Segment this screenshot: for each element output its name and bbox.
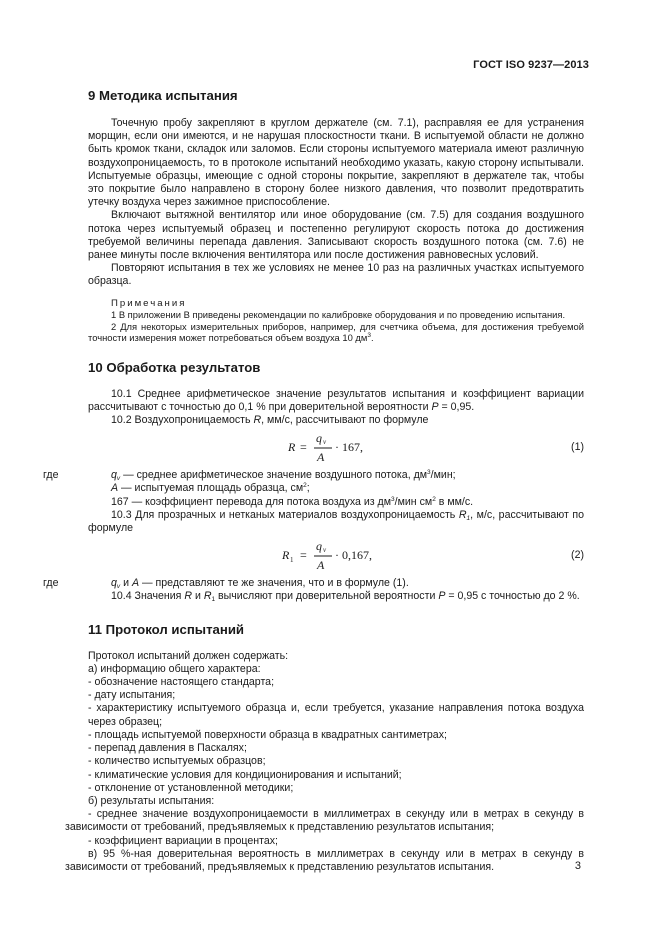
section-10-title: 10 Обработка результатов <box>88 359 261 375</box>
protocol-item: - коэффициент вариации в процентах; <box>88 834 278 847</box>
protocol-item: - обозначение настоящего стандарта; <box>88 676 275 689</box>
protocol-item: - перепад давления в Паскалях; <box>88 742 247 755</box>
protocol-item: - количество испытуемых образцов; <box>88 755 266 768</box>
where-label: где <box>43 469 59 482</box>
formula-2-lhs-sub: 1 <box>290 556 294 565</box>
protocol-item: - дату испытания; <box>88 689 176 702</box>
document-header: ГОСТ ISO 9237—2013 <box>473 59 589 71</box>
s9-paragraph-1: Точечную пробу закрепляют в круглом держателе (см. 7.1), расправляя ее для устранения морщин, если они имеются, и не нарушая плоскостности ткани. В испытуемой области не должно быть кромок ткани, складок или заломов. Если стороны испытуемого материала имеют различную воздухопроницаемость, то в протоколе испытаний необходимо указать, какую сторону испытывали. Испытуемые образцы, имеющие с одной стороны покрытие, закрепляют в держателе так, чтобы это покрытие было направлено в сторону более низкого давления, что позволит предотвратить утечку воздуха через зажимное приспособление. <box>88 117 584 209</box>
formula-2-lhs: R <box>282 548 290 563</box>
protocol-item: - отклонение от установленной методики; <box>88 781 294 794</box>
protocol-item: - площадь испытуемой поверхности образца в квадратных сантиметрах; <box>88 728 447 741</box>
s9-paragraph-3: Повторяют испытания в тех же условиях не менее 10 раз на различных участках испытуемого образца. <box>88 262 584 288</box>
protocol-item: - среднее значение воздухопроницаемости в миллиметрах в секунду или в метрах в секунду в зависимости от требований, предъявляемых к представлению результатов испытания; <box>65 808 584 834</box>
note-1: 1 В приложении В приведены рекомендации по калибровке оборудования и по проведению испытания. <box>111 309 566 321</box>
where-label-2: где <box>43 577 59 590</box>
protocol-item: Протокол испытаний должен содержать: <box>88 649 289 662</box>
formula-1 <box>65 427 584 469</box>
protocol-item: в) 95 %-ная доверительная вероятность в миллиметрах в секунду или в метрах в секунду в зависимости от требований, предъявляемых к представлению результатов испытания. <box>65 847 584 873</box>
s10-paragraph-1: 10.1 Среднее арифметическое значение результатов испытания и коэффициент вариации рассчитывают с точностью до 0,1 % при доверительной вероятности P = 0,95. <box>88 387 584 413</box>
formula-1-numerator-sub: v <box>323 438 327 447</box>
section-9-title: 9 Методика испытания <box>88 88 238 103</box>
where-qv-a: $q_v$ и A — представляют те же значения, что и в формуле (1). <box>111 577 409 591</box>
formula-2-denominator: A <box>317 558 325 573</box>
s9-paragraph-2: Включают вытяжной вентилятор или иное оборудование (см. 7.5) для создания воздушного потока через испытуемый образец и постепенно регулируют скорость потока до достижения требуемой величины перепада давления. Записывают скорость воздушного потока (см. 7.6) не ранее минуты после включения вентилятора или после достижения равновесных условий. <box>88 209 584 262</box>
formula-1-denominator: A <box>317 450 325 465</box>
note-2: 2 Для некоторых измерительных приборов, например, для счетчика объема, для достижения требуемой точности измерения может потребоваться объем воздуха 10 $дм^3$. <box>88 320 584 344</box>
formula-1-lhs: R <box>288 440 296 455</box>
where-block-2 <box>43 577 584 590</box>
formula-2-equals: = <box>300 548 307 563</box>
formula-2 <box>65 535 584 577</box>
notes-title: Примечания <box>111 297 187 309</box>
where-qv: $q_v$ — среднее арифметическое значение воздушного потока, $дм^3$/мин; <box>111 469 456 483</box>
where-block-1 <box>43 469 584 509</box>
s10-paragraph-4: 10.4 Значения R и $R_1$ вычисляют при доверительной вероятности P = 0,95 с точностью до 2 %. <box>111 590 580 604</box>
formula-1-tail: · 167, <box>335 440 363 455</box>
formula-1-numerator: q <box>316 431 322 446</box>
where-a: A — испытуемая площадь образца, $см^2$; <box>111 482 310 495</box>
formula-2-numerator-sub: v <box>323 546 327 555</box>
formula-1-number: (1) <box>571 441 584 454</box>
formula-2-numerator: q <box>316 539 322 554</box>
formula-2-number: (2) <box>571 549 584 562</box>
formula-2-graphic <box>65 535 584 577</box>
protocol-item: - климатические условия для кондиционирования и испытаний; <box>88 768 402 781</box>
protocol-item: б) результаты испытания: <box>88 794 215 807</box>
formula-1-graphic <box>65 427 584 469</box>
section-11-title: 11 Протокол испытаний <box>88 621 245 637</box>
where-167: 167 — коэффициент перевода для потока воздуха из $дм^3$/мин $см^2$ в мм/с. <box>111 495 474 508</box>
protocol-list <box>65 649 584 874</box>
formula-1-equals: = <box>300 440 307 455</box>
protocol-item: - характеристику испытуемого образца и, если требуется, указание направления потока воздуха через образец; <box>88 702 584 728</box>
page-content <box>43 88 584 874</box>
page-number: 3 <box>574 860 581 872</box>
protocol-item: а) информацию общего характера: <box>88 662 261 675</box>
s10-paragraph-3: 10.3 Для прозрачных и нетканых материалов воздухопроницаемость $R_1$, м/с, рассчитывают по формуле <box>88 508 584 535</box>
s10-paragraph-2: 10.2 Воздухопроницаемость R, мм/с, рассчитывают по формуле <box>111 414 429 427</box>
formula-2-tail: · 0,167, <box>335 548 372 563</box>
